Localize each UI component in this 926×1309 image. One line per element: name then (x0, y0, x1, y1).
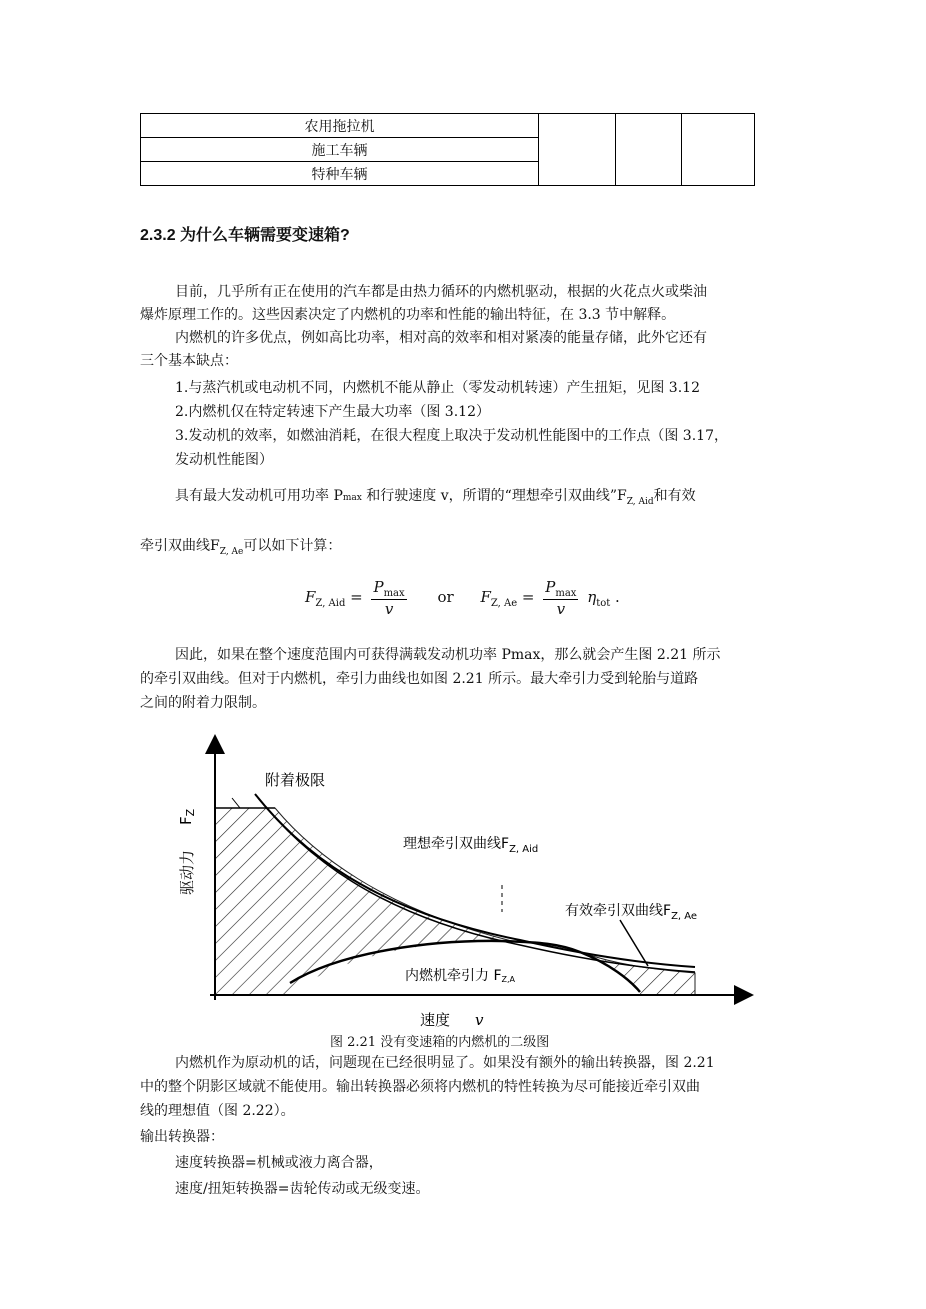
fraction-numerator (371, 578, 406, 600)
table-cell-empty (682, 114, 755, 186)
text-run: 牵引双曲线F (140, 538, 220, 554)
x-axis-symbol: v (475, 1011, 484, 1029)
paragraph-line: 中的整个阴影区域就不能使用。输出转换器必须将内燃机的特性转换为尽可能接近牵引双曲 (140, 1079, 700, 1095)
vehicle-table (140, 113, 755, 186)
paragraph-line: 目前，几乎所有正在使用的汽车都是由热力循环的内燃机驱动，根据的火花点火或柴油 (175, 284, 707, 300)
figure-caption: 图 2.21 没有变速箱的内燃机的二级图 (330, 1035, 550, 1050)
table-row (141, 114, 755, 138)
formula-symbol: η (587, 588, 597, 606)
formula-fraction (371, 578, 406, 618)
formula-connector: or (437, 588, 454, 606)
formula-subscript: tot (596, 598, 611, 609)
fraction-denominator: v (556, 600, 566, 618)
ideal-label-main: 理想牵引双曲线F (403, 836, 510, 852)
paragraph-line: 因此，如果在整个速度范围内可获得满载发动机功率 Pmax，那么就会产生图 2.21 所示 (175, 647, 721, 663)
adhesion-pointer (232, 798, 240, 808)
paragraph-line: 三个基本缺点： (140, 353, 238, 369)
subscript: max (342, 493, 362, 503)
x-axis-label: 速度 (420, 1011, 451, 1029)
paragraph-line: 爆炸原理工作的。这些因素决定了内燃机的功率和性能的输出特征，在 3.3 节中解释。 (140, 307, 676, 323)
subscript: Z, Aid (626, 496, 654, 507)
table-cell: 施工车辆 (141, 138, 539, 162)
effective-hyperbola-label (565, 902, 697, 922)
paragraph-line: 内燃机的许多优点，例如高比功率，相对高的效率和相对紧凑的能量存储，此外它还有 (175, 330, 707, 346)
y-axis-label: 驱动力 (178, 849, 196, 895)
engine-label-main: 内燃机牵引力 F (405, 968, 502, 984)
fraction-numerator (543, 578, 578, 600)
formula-subscript: max (383, 588, 405, 599)
table-cell-empty (539, 114, 616, 186)
text-run: 和有效 (653, 488, 696, 504)
engine-label-sub: Z,A (501, 975, 516, 984)
list-item: 1.与蒸汽机或电动机不同，内燃机不能从静止（零发动机转速）产生扭矩，见图 3.12 (175, 380, 700, 396)
subscript: Z, Ae (219, 546, 244, 557)
list-item: 2.内燃机仅在特定转速下产生最大功率（图 3.12） (175, 404, 490, 420)
paragraph-line: 的牵引双曲线。但对于内燃机，牵引力曲线也如图 2.21 所示。最大牵引力受到轮胎与道路 (140, 671, 699, 687)
table-cell: 农用拖拉机 (141, 114, 539, 138)
table-cell-empty (616, 114, 682, 186)
effective-label-main: 有效牵引双曲线F (565, 903, 672, 919)
y-axis-symbol-sub: Z (184, 808, 197, 817)
list-item: 3.发动机的效率，如燃油消耗，在很大程度上取决于发动机性能图中的工作点（图 3.17， (175, 428, 728, 444)
paragraph-line: 内燃机作为原动机的话，问题现在已经很明显了。如果没有额外的输出转换器，图 2.21 (175, 1055, 715, 1071)
y-axis-symbol (177, 808, 197, 825)
list-item: 速度/扭矩转换器=齿轮传动或无级变速。 (175, 1181, 430, 1197)
formula-symbol: F (480, 588, 491, 606)
section-heading: 2.3.2 为什么车辆需要变速箱? (140, 227, 350, 244)
formula-symbol: F (305, 588, 316, 606)
paragraph-line: 之间的附着力限制。 (140, 695, 266, 711)
formula-subscript: Z, Aid (315, 598, 346, 609)
table-cell: 特种车辆 (141, 162, 539, 186)
text-run: 具有最大发动机可用功率 P (175, 488, 343, 504)
adhesion-label: 附着极限 (265, 771, 326, 789)
formula-symbol: P (545, 578, 556, 596)
traction-diagram (140, 730, 780, 1030)
text-run: 可以如下计算： (243, 538, 342, 554)
fraction-denominator: v (384, 600, 394, 618)
effective-label-sub: Z, Ae (671, 911, 698, 922)
paragraph-line: 输出转换器： (140, 1129, 224, 1145)
y-axis-symbol-main: F (177, 816, 195, 825)
traction-formula: $F_{Z, Aid}$ = $\frac{P_{max}}{v}$ or $F_{Z, Ae}$ = $\frac{P_{max}}{v}$ $\eta_{tot}$ . (305, 578, 620, 618)
paragraph-line: 线的理想值（图 2.22）。 (140, 1103, 295, 1119)
text-run: 和行驶速度 v，所谓的“理想牵引双曲线”F (361, 488, 627, 504)
formula-subscript: max (555, 588, 577, 599)
formula-fraction (543, 578, 578, 618)
formula-symbol: P (373, 578, 384, 596)
list-item: 发动机性能图） (175, 452, 273, 468)
paragraph-line (175, 484, 696, 514)
paragraph-line (140, 534, 341, 564)
ideal-label-sub: Z, Aid (509, 844, 539, 855)
engine-traction-label (405, 967, 516, 984)
list-item: 速度转换器=机械或液力离合器， (175, 1155, 383, 1171)
formula-subscript: Z, Ae (490, 598, 518, 609)
ideal-hyperbola-label (403, 835, 538, 855)
